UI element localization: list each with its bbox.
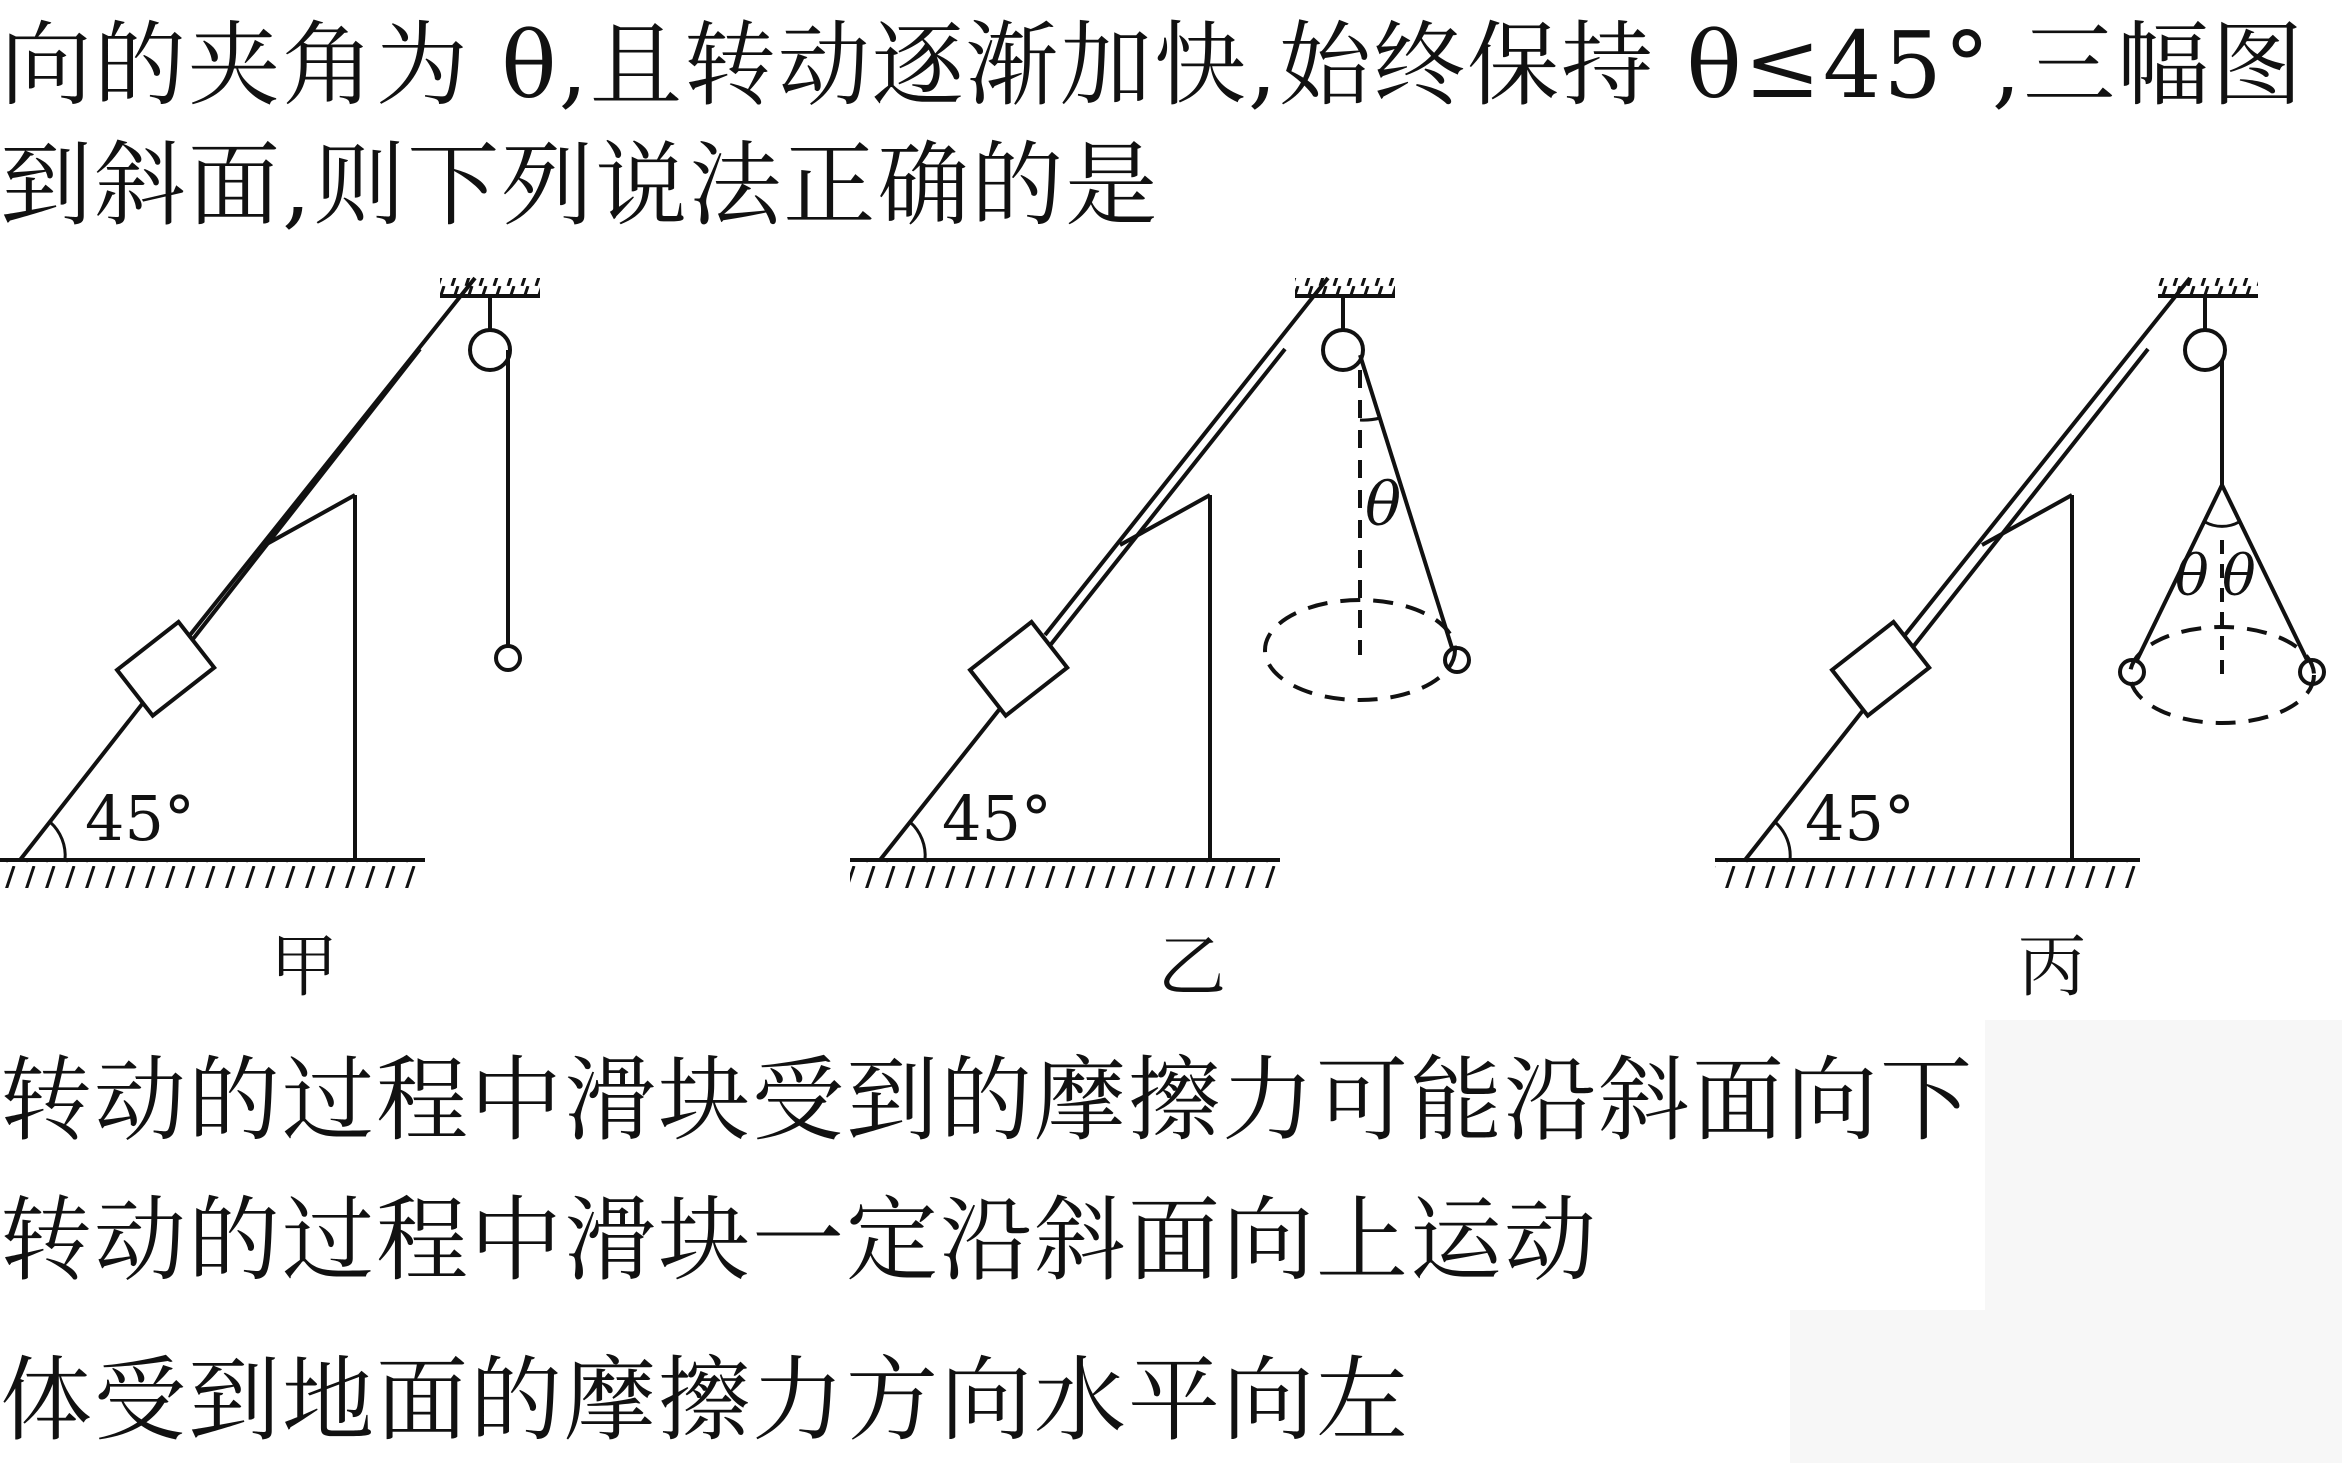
incline-angle-label: 45° <box>85 782 195 855</box>
problem-line-2: 到斜面,则下列说法正确的是 <box>0 132 1160 239</box>
rope-incline <box>1905 278 2190 635</box>
theta-label-right: θ <box>2222 544 2256 609</box>
figure-yi <box>850 278 1469 1007</box>
angle-arc <box>910 822 925 860</box>
theta-arc <box>1360 418 1380 420</box>
figure-bing <box>1715 278 2324 1007</box>
option-line-2: 转动的过程中滑块一定沿斜面向上运动 <box>0 1187 1599 1294</box>
incline-angle-label: 45° <box>1805 782 1915 855</box>
rope-incline <box>1045 278 1328 635</box>
slider-block <box>1832 622 1929 716</box>
option-line-3: 体受到地面的摩擦力方向水平向左 <box>0 1347 1411 1454</box>
pulley <box>1323 330 1363 370</box>
pendulum-ball <box>496 646 520 670</box>
angle-arc <box>1775 822 1790 860</box>
slider-block <box>117 622 214 716</box>
problem-line-1: 向的夹角为 θ,且转动逐渐加快,始终保持 θ≤45°,三幅图 <box>0 12 2306 119</box>
theta-label-left: θ <box>2175 544 2209 609</box>
background-block <box>1790 1310 2342 1463</box>
option-line-1: 转动的过程中滑块受到的摩擦力可能沿斜面向下 <box>0 1047 1975 1154</box>
pulley <box>2185 330 2225 370</box>
figure-jia <box>0 278 540 1007</box>
angle-arc <box>50 822 65 860</box>
pulley <box>470 330 510 370</box>
ground <box>0 860 425 888</box>
slider-block <box>970 622 1067 716</box>
incline-angle-label: 45° <box>942 782 1052 855</box>
incline-triangle <box>880 349 1285 860</box>
ceiling-mount <box>1295 278 1395 332</box>
rope-incline <box>190 278 475 635</box>
physics-diagram <box>0 250 2342 1030</box>
figure-label-bing: 丙 <box>2018 928 2087 1007</box>
figure-label-yi: 乙 <box>1158 928 1227 1007</box>
ground <box>850 860 1280 888</box>
figure-label-jia: 甲 <box>270 928 339 1007</box>
ceiling-mount <box>2158 278 2258 332</box>
theta-label: θ <box>1365 470 1402 540</box>
incline-triangle <box>20 349 420 860</box>
ground <box>1715 860 2140 888</box>
theta-arc <box>2205 522 2239 526</box>
background-block <box>1985 1020 2342 1310</box>
